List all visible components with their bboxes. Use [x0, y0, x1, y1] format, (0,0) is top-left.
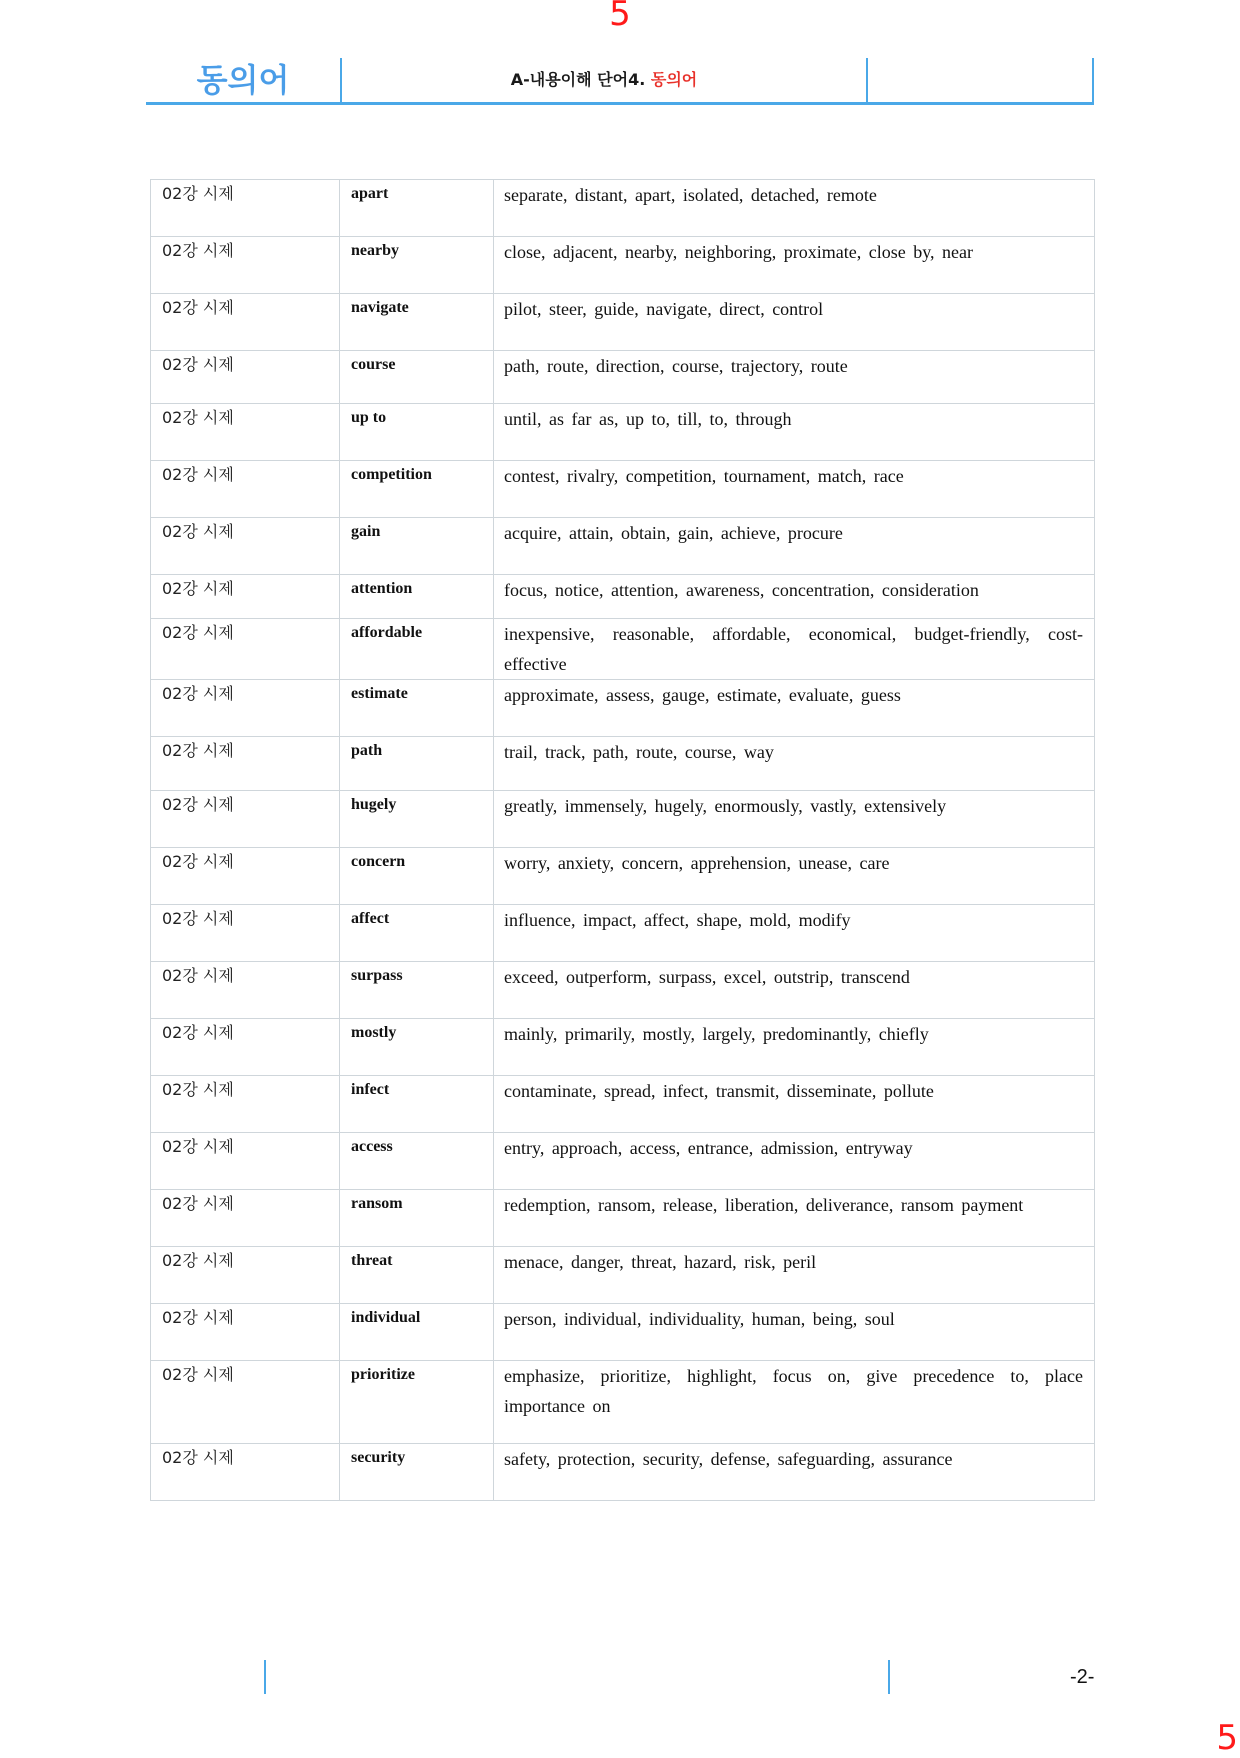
table-row — [151, 1133, 1095, 1190]
word-cell: apart — [340, 180, 494, 237]
word-cell: prioritize — [340, 1361, 494, 1444]
synonyms-cell: emphasize, prioritize, highlight, focus on, give precedence to, place importance on — [494, 1361, 1095, 1444]
synonyms-cell: until, as far as, up to, till, to, through — [494, 404, 1095, 461]
header-title — [342, 58, 866, 102]
word-cell: individual — [340, 1304, 494, 1361]
lesson-cell: 02강 시제 — [151, 1444, 340, 1501]
page-header — [146, 58, 1094, 105]
word-cell: course — [340, 351, 494, 404]
page-mark-top: 5 — [609, 0, 631, 34]
synonyms-cell: close, adjacent, nearby, neighboring, proximate, close by, near — [494, 237, 1095, 294]
table-row — [151, 1190, 1095, 1247]
synonyms-cell: redemption, ransom, release, liberation, deliverance, ransom payment — [494, 1190, 1095, 1247]
table-row — [151, 848, 1095, 905]
word-cell: affordable — [340, 619, 494, 680]
word-cell: affect — [340, 905, 494, 962]
word-cell: nearby — [340, 237, 494, 294]
synonyms-cell: separate, distant, apart, isolated, detached, remote — [494, 180, 1095, 237]
table-row — [151, 461, 1095, 518]
header-divider — [866, 58, 868, 102]
footer-divider — [888, 1660, 890, 1694]
table-row — [151, 1361, 1095, 1444]
table-row — [151, 1019, 1095, 1076]
page-number: -2- — [1070, 1666, 1095, 1688]
synonyms-cell: person, individual, individuality, human, being, soul — [494, 1304, 1095, 1361]
word-cell: concern — [340, 848, 494, 905]
synonyms-cell: worry, anxiety, concern, apprehension, unease, care — [494, 848, 1095, 905]
synonyms-cell: approximate, assess, gauge, estimate, evaluate, guess — [494, 680, 1095, 737]
lesson-cell: 02강 시제 — [151, 461, 340, 518]
lesson-cell: 02강 시제 — [151, 518, 340, 575]
word-cell: competition — [340, 461, 494, 518]
table-row — [151, 404, 1095, 461]
lesson-cell: 02강 시제 — [151, 1361, 340, 1444]
header-title-accent: 동의어 — [650, 70, 698, 89]
table-row — [151, 680, 1095, 737]
lesson-cell: 02강 시제 — [151, 294, 340, 351]
word-cell: access — [340, 1133, 494, 1190]
lesson-cell: 02강 시제 — [151, 962, 340, 1019]
lesson-cell: 02강 시제 — [151, 1304, 340, 1361]
table-row — [151, 905, 1095, 962]
synonyms-cell: greatly, immensely, hugely, enormously, vastly, extensively — [494, 791, 1095, 848]
synonyms-cell: path, route, direction, course, trajectory, route — [494, 351, 1095, 404]
footer-divider — [264, 1660, 266, 1694]
lesson-cell: 02강 시제 — [151, 351, 340, 404]
lesson-cell: 02강 시제 — [151, 619, 340, 680]
lesson-cell: 02강 시제 — [151, 1247, 340, 1304]
lesson-cell: 02강 시제 — [151, 737, 340, 791]
table-row — [151, 1444, 1095, 1501]
header-divider — [1092, 58, 1094, 102]
word-cell: threat — [340, 1247, 494, 1304]
table-row — [151, 791, 1095, 848]
synonyms-cell: influence, impact, affect, shape, mold, modify — [494, 905, 1095, 962]
page-mark-bottom: 5 — [1216, 1718, 1238, 1758]
table-row — [151, 962, 1095, 1019]
lesson-cell: 02강 시제 — [151, 1190, 340, 1247]
synonyms-cell: inexpensive, reasonable, affordable, economical, budget-friendly, cost-effective — [494, 619, 1095, 680]
table-row — [151, 619, 1095, 680]
lesson-cell: 02강 시제 — [151, 575, 340, 619]
table-row — [151, 518, 1095, 575]
lesson-cell: 02강 시제 — [151, 680, 340, 737]
word-cell: hugely — [340, 791, 494, 848]
table-row — [151, 1247, 1095, 1304]
table-row — [151, 575, 1095, 619]
word-cell: surpass — [340, 962, 494, 1019]
table-row — [151, 737, 1095, 791]
table-row — [151, 1304, 1095, 1361]
word-cell: estimate — [340, 680, 494, 737]
header-logo: 동의어 — [196, 61, 290, 99]
lesson-cell: 02강 시제 — [151, 848, 340, 905]
lesson-cell: 02강 시제 — [151, 237, 340, 294]
word-cell: navigate — [340, 294, 494, 351]
lesson-cell: 02강 시제 — [151, 1019, 340, 1076]
lesson-cell: 02강 시제 — [151, 180, 340, 237]
synonyms-cell: mainly, primarily, mostly, largely, predominantly, chiefly — [494, 1019, 1095, 1076]
word-cell: mostly — [340, 1019, 494, 1076]
synonyms-cell: trail, track, path, route, course, way — [494, 737, 1095, 791]
table-row — [151, 294, 1095, 351]
word-cell: ransom — [340, 1190, 494, 1247]
header-title-main: A-내용이해 단어4. — [510, 70, 646, 89]
table-row — [151, 237, 1095, 294]
synonyms-cell: menace, danger, threat, hazard, risk, peril — [494, 1247, 1095, 1304]
synonyms-cell: contaminate, spread, infect, transmit, disseminate, pollute — [494, 1076, 1095, 1133]
synonyms-cell: focus, notice, attention, awareness, concentration, consideration — [494, 575, 1095, 619]
word-cell: infect — [340, 1076, 494, 1133]
word-cell: up to — [340, 404, 494, 461]
table-row — [151, 1076, 1095, 1133]
lesson-cell: 02강 시제 — [151, 791, 340, 848]
synonyms-cell: contest, rivalry, competition, tournament, match, race — [494, 461, 1095, 518]
synonyms-cell: safety, protection, security, defense, safeguarding, assurance — [494, 1444, 1095, 1501]
word-cell: security — [340, 1444, 494, 1501]
word-cell: attention — [340, 575, 494, 619]
synonyms-cell: pilot, steer, guide, navigate, direct, control — [494, 294, 1095, 351]
table-row — [151, 180, 1095, 237]
synonyms-cell: acquire, attain, obtain, gain, achieve, procure — [494, 518, 1095, 575]
synonyms-cell: entry, approach, access, entrance, admission, entryway — [494, 1133, 1095, 1190]
lesson-cell: 02강 시제 — [151, 1076, 340, 1133]
word-cell: path — [340, 737, 494, 791]
table-row — [151, 351, 1095, 404]
lesson-cell: 02강 시제 — [151, 404, 340, 461]
synonym-table — [150, 179, 1095, 1501]
lesson-cell: 02강 시제 — [151, 1133, 340, 1190]
word-cell: gain — [340, 518, 494, 575]
synonyms-cell: exceed, outperform, surpass, excel, outstrip, transcend — [494, 962, 1095, 1019]
lesson-cell: 02강 시제 — [151, 905, 340, 962]
